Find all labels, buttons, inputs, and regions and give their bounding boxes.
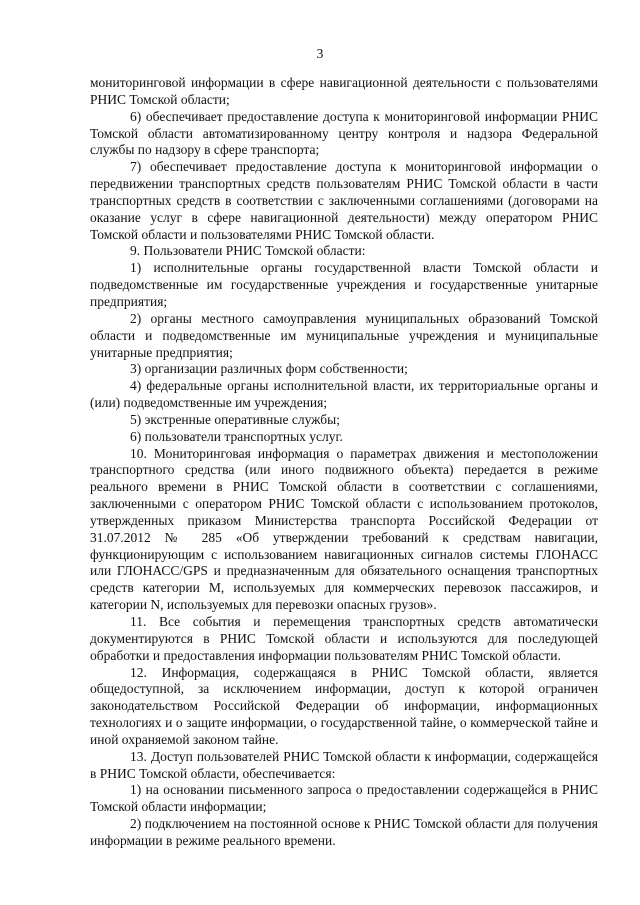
- paragraph: 2) органы местного самоуправления муниципальных образований Томской области и подведомственные им муниципальные учреждения и муниципальные унитарные предприятия;: [90, 310, 598, 360]
- paragraph: 5) экстренные оперативные службы;: [130, 411, 340, 427]
- paragraph: 3) организации различных форм собственности;: [130, 361, 408, 377]
- paragraph: 1) на основании письменного запроса о предоставлении содержащейся в РНИС Томской области информации;: [90, 782, 598, 815]
- paragraph: 10. Мониторинговая информация о параметрах движения и местоположении транспортного средства (или иного подвижного объекта) передается в режиме реального времени в РНИС Томской области в соответствии с соглашениями, заключенными с оператором РНИС Томской области с использованием протоколов, утвержденных приказом Министерства транспорта Российской Федерации от 31.07.2012 № 285 «Об утверждении требований к средствам навигации, функционирующим с использованием навигационных сигналов системы ГЛОНАСС или ГЛОНАСС/GPS и предназначенным для обязательного оснащения транспортных средств категории M, используемых для коммерческих перевозок пассажиров, и категории N, используемых для перевозки опасных грузов».: [90, 445, 598, 613]
- paragraph: 6) пользователи транспортных услуг.: [130, 428, 343, 444]
- paragraph: 13. Доступ пользователей РНИС Томской области к информации, содержащейся в РНИС Томской области, обеспечивается:: [90, 748, 598, 781]
- document-body: [90, 75, 598, 850]
- paragraph: 6) обеспечивает предоставление доступа к мониторинговой информации РНИС Томской области автоматизированному центру контроля и надзора Федеральной службы по надзору в сфере транспорта;: [90, 108, 598, 158]
- paragraph: 9. Пользователи РНИС Томской области:: [130, 243, 366, 259]
- paragraph: 11. Все события и перемещения транспортных средств автоматически документируются в РНИС Томской области и используются для последующей обработки и предоставления информации пользователям РНИС Томской области.: [90, 614, 598, 663]
- paragraph: мониторинговой информации в сфере навигационной деятельности с пользователями РНИС Томской области;: [90, 75, 598, 107]
- paragraph: 2) подключением на постоянной основе к РНИС Томской области для получения информации в режиме реального времени.: [90, 816, 598, 848]
- paragraph: 4) федеральные органы исполнительной власти, их территориальные органы и (или) подведомственные им учреждения;: [90, 378, 598, 411]
- paragraph: 7) обеспечивает предоставление доступа к мониторинговой информации о передвижении транспортных средств пользователям РНИС Томской области в части транспортных средств в соответствии с заключенными соглашениями (договорами на оказание услуг в сфере навигационной деятельности) между оператором РНИС Томской области и пользователями РНИС Томской области.: [90, 159, 598, 242]
- paragraph: 1) исполнительные органы государственной власти Томской области и подведомственные им государственные учреждения и государственные унитарные предприятия;: [90, 260, 598, 309]
- paragraph: 12. Информация, содержащаяся в РНИС Томской области, является общедоступной, за исключением информации, доступ к которой ограничен законодательством Российской Федерации об информации, информационных технологиях и о защите информации, о государственной тайне, о коммерческой тайне и иной охраняемой законом тайне.: [90, 664, 598, 747]
- page-number: 3: [316, 46, 324, 61]
